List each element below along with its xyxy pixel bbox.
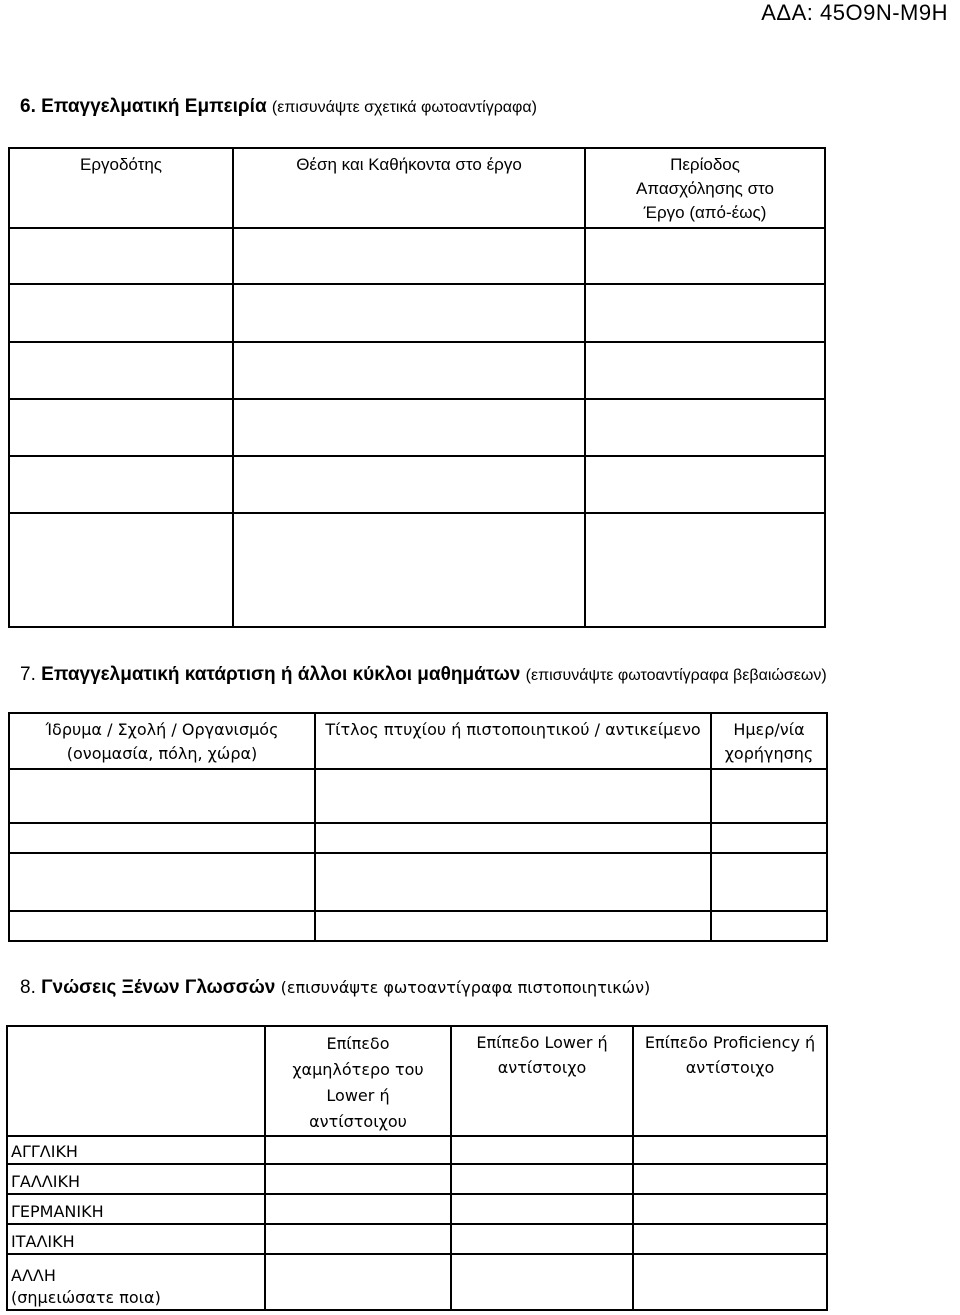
header-employment-period: Περίοδος Απασχόλησης στο Έργο (από-έως) <box>585 148 825 228</box>
level-cell[interactable] <box>265 1254 451 1310</box>
header-institution: Ίδρυμα / Σχολή / Οργανισμός (ονομασία, πόλη, χώρα) <box>9 713 315 769</box>
header-below-lower: Επίπεδο χαμηλότερο του Lower ή αντίστοιχου <box>265 1026 451 1136</box>
table-row <box>9 228 825 284</box>
employer-cell[interactable] <box>9 513 233 627</box>
header-position-duties: Θέση και Καθήκοντα στο έργο <box>233 148 585 228</box>
level-cell[interactable] <box>451 1254 633 1310</box>
position-cell[interactable] <box>233 513 585 627</box>
section6-note: (επισυνάψτε σχετικά φωτοαντίγραφα) <box>271 99 537 116</box>
period-cell[interactable] <box>585 342 825 399</box>
header-title-subject: Τίτλος πτυχίου ή πιστοποιητικού / αντικείμενο <box>315 713 711 769</box>
institution-cell[interactable] <box>9 769 315 823</box>
employer-cell[interactable] <box>9 399 233 456</box>
level-cell[interactable] <box>633 1224 827 1254</box>
section8-heading: Γνώσεις Ξένων Γλωσσών <box>41 977 276 998</box>
training-header-row <box>9 713 827 769</box>
table-row <box>9 456 825 513</box>
title-cell[interactable] <box>315 853 711 911</box>
employer-cell[interactable] <box>9 456 233 513</box>
table-row <box>9 823 827 853</box>
period-cell[interactable] <box>585 456 825 513</box>
institution-cell[interactable] <box>9 823 315 853</box>
level-cell[interactable] <box>633 1164 827 1194</box>
employer-cell[interactable] <box>9 342 233 399</box>
section7-note: (επισυνάψτε φωτοαντίγραφα βεβαιώσεων) <box>525 667 827 684</box>
position-cell[interactable] <box>233 342 585 399</box>
table-row <box>9 513 825 627</box>
period-cell[interactable] <box>585 399 825 456</box>
language-german: ΓΕΡΜΑΝΙΚΗ <box>7 1194 265 1224</box>
position-cell[interactable] <box>233 284 585 342</box>
period-cell[interactable] <box>585 284 825 342</box>
date-cell[interactable] <box>711 823 827 853</box>
position-cell[interactable] <box>233 456 585 513</box>
table-row <box>9 342 825 399</box>
languages-header-row <box>7 1026 827 1136</box>
date-cell[interactable] <box>711 911 827 941</box>
title-cell[interactable] <box>315 911 711 941</box>
section7-number: 7. <box>20 664 36 685</box>
level-cell[interactable] <box>633 1136 827 1164</box>
table-row <box>9 399 825 456</box>
level-cell[interactable] <box>633 1194 827 1224</box>
header-employer: Εργοδότης <box>9 148 233 228</box>
period-cell[interactable] <box>585 513 825 627</box>
experience-table <box>8 147 826 628</box>
level-cell[interactable] <box>265 1194 451 1224</box>
language-other: ΑΛΛΗ (σημειώσατε ποια) <box>7 1254 265 1310</box>
section8-title <box>20 977 650 999</box>
level-cell[interactable] <box>451 1164 633 1194</box>
table-row <box>7 1254 827 1310</box>
level-cell[interactable] <box>451 1136 633 1164</box>
period-cell[interactable] <box>585 228 825 284</box>
training-table <box>8 712 828 942</box>
title-cell[interactable] <box>315 769 711 823</box>
section8-number: 8. <box>20 977 36 998</box>
ada-code: ΑΔΑ: 45Ο9Ν-Μ9Η <box>761 0 948 25</box>
table-row <box>7 1194 827 1224</box>
header-lower: Επίπεδο Lower ή αντίστοιχο <box>451 1026 633 1136</box>
table-row <box>9 769 827 823</box>
title-cell[interactable] <box>315 823 711 853</box>
language-english: ΑΓΓΛΙΚΗ <box>7 1136 265 1164</box>
section8-note: (επισυνάψτε φωτοαντίγραφα πιστοποιητικών) <box>280 978 651 997</box>
section7-heading: Επαγγελματική κατάρτιση ή άλλοι κύκλοι μαθημάτων <box>41 664 521 685</box>
table-row <box>9 911 827 941</box>
level-cell[interactable] <box>265 1224 451 1254</box>
languages-table <box>6 1025 828 1311</box>
level-cell[interactable] <box>633 1254 827 1310</box>
position-cell[interactable] <box>233 399 585 456</box>
level-cell[interactable] <box>451 1224 633 1254</box>
header-proficiency: Επίπεδο Proficiency ή αντίστοιχο <box>633 1026 827 1136</box>
table-row <box>7 1164 827 1194</box>
table-row <box>7 1136 827 1164</box>
language-italian: ΙΤΑΛΙΚΗ <box>7 1224 265 1254</box>
section6-title <box>20 96 537 118</box>
level-cell[interactable] <box>451 1194 633 1224</box>
table-row <box>9 284 825 342</box>
experience-header-row <box>9 148 825 228</box>
section6-number: 6. <box>20 96 36 117</box>
table-row <box>9 853 827 911</box>
section7-title <box>20 664 827 686</box>
institution-cell[interactable] <box>9 911 315 941</box>
header-issue-date: Ημερ/νία χορήγησης <box>711 713 827 769</box>
level-cell[interactable] <box>265 1164 451 1194</box>
language-french: ΓΑΛΛΙΚΗ <box>7 1164 265 1194</box>
employer-cell[interactable] <box>9 284 233 342</box>
table-row <box>7 1224 827 1254</box>
institution-cell[interactable] <box>9 853 315 911</box>
date-cell[interactable] <box>711 769 827 823</box>
language-name-header <box>7 1026 265 1136</box>
employer-cell[interactable] <box>9 228 233 284</box>
level-cell[interactable] <box>265 1136 451 1164</box>
position-cell[interactable] <box>233 228 585 284</box>
date-cell[interactable] <box>711 853 827 911</box>
section6-heading: Επαγγελματική Εμπειρία <box>41 96 267 117</box>
